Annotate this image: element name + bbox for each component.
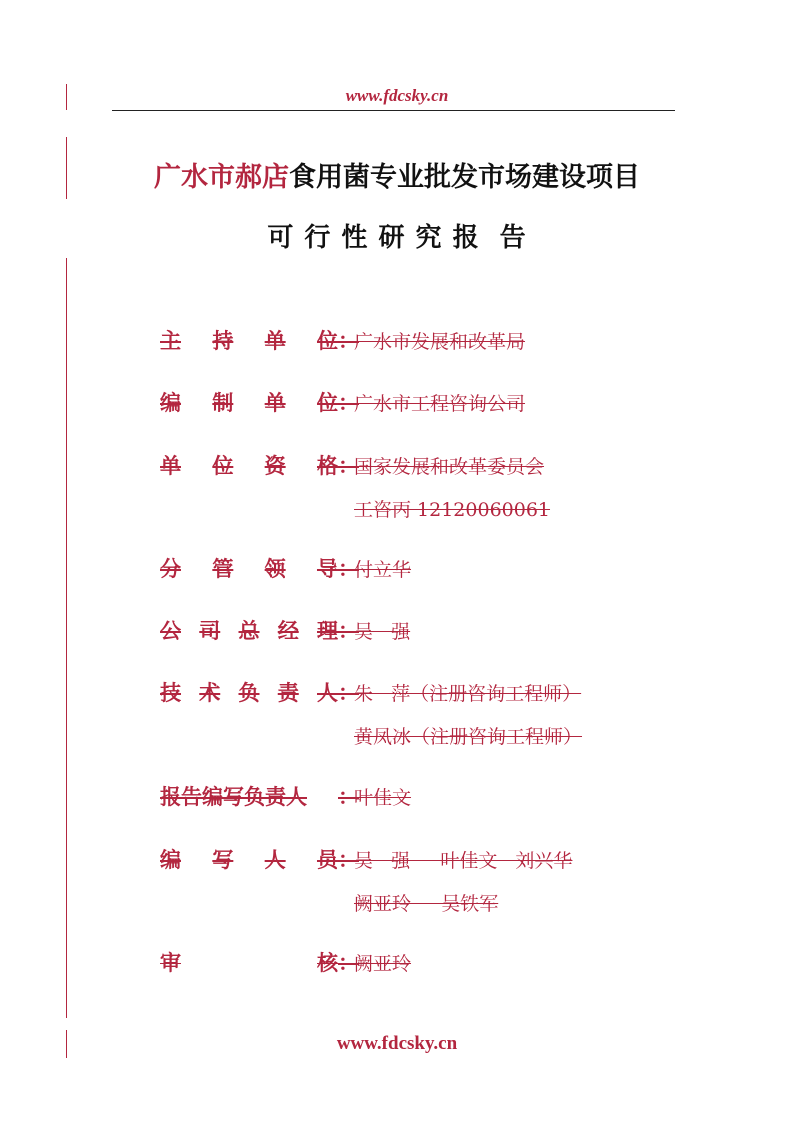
field-label-char: 术 <box>199 681 221 705</box>
field-label-char: 位 <box>212 454 234 478</box>
document-subtitle: 可 行 性 研 究 报 告 <box>267 223 527 253</box>
field-label-char: 负 <box>238 681 260 705</box>
header-url[interactable]: www.fdcsky.cn <box>345 86 449 105</box>
field-row <box>160 327 525 353</box>
field-colon: ： <box>338 329 359 353</box>
field-row <box>160 555 411 581</box>
field-label-char: 编 <box>160 848 181 872</box>
field-value-continued-row <box>354 722 582 748</box>
field-label-char: 审 <box>160 951 181 975</box>
footer-url[interactable]: www.fdcsky.cn <box>336 1033 458 1054</box>
margin-bar-main <box>66 258 67 1018</box>
field-label <box>160 387 338 417</box>
field-label-char: 责 <box>277 681 299 705</box>
field-label-char: 经 <box>277 619 299 643</box>
field-label-char: 位 <box>316 329 338 353</box>
field-value-continued-row <box>354 495 550 521</box>
field-row <box>160 617 410 643</box>
title-project: 食用菌专业批发市场建设项目 <box>289 162 640 193</box>
field-colon: ： <box>338 454 359 478</box>
field-label <box>160 677 338 707</box>
field-label-char: 持 <box>212 329 234 353</box>
field-row <box>160 949 411 975</box>
field-value-continued-row <box>354 889 498 915</box>
field-colon: ： <box>338 848 359 872</box>
field-label-char: 公 <box>160 619 181 643</box>
field-label-char: 单 <box>264 329 286 353</box>
field-colon: ： <box>338 951 359 975</box>
field-value: 广水市工程咨询公司 <box>354 392 526 415</box>
field-value: 国家发展和改革委员会 <box>354 455 545 478</box>
field-label-char: 司 <box>199 619 221 643</box>
field-label-char: 写 <box>212 848 234 872</box>
field-label-char: 领 <box>264 557 286 581</box>
field-value: 广水市发展和改革局 <box>354 330 526 353</box>
field-label <box>160 450 338 480</box>
field-label-char: 主 <box>160 329 181 353</box>
field-colon: ： <box>338 391 359 415</box>
field-row <box>160 783 411 809</box>
title-place: 广水市郝店 <box>154 162 289 193</box>
field-label-char: 位 <box>316 391 338 415</box>
field-label-char: 编 <box>160 391 181 415</box>
field-label <box>160 844 338 874</box>
field-label-char: 人 <box>264 848 286 872</box>
field-label <box>160 781 338 811</box>
field-colon: ： <box>338 785 359 809</box>
field-label-char: 制 <box>212 391 234 415</box>
field-label-char: 格 <box>316 454 338 478</box>
field-value: 朱 萍（注册咨询工程师） <box>354 682 582 705</box>
field-label-char: 导 <box>316 557 338 581</box>
field-label <box>160 615 338 645</box>
field-value: 吴 强 叶佳文 刘兴华 <box>354 849 573 872</box>
field-label-char: 技 <box>160 681 181 705</box>
field-label-char: 报告编写负责人 <box>160 785 307 809</box>
field-value: 叶佳文 <box>354 786 412 809</box>
document-title <box>0 155 794 194</box>
field-label <box>160 325 338 355</box>
field-label <box>160 947 338 977</box>
field-label-char: 管 <box>212 557 234 581</box>
field-label-char: 分 <box>160 557 181 581</box>
field-label-char: 理 <box>317 619 338 643</box>
field-row <box>160 846 572 872</box>
field-value: 付立华 <box>354 558 412 581</box>
field-label-char: 资 <box>264 454 286 478</box>
field-row <box>160 389 525 415</box>
field-colon: ： <box>338 681 359 705</box>
field-label-char: 单 <box>160 454 181 478</box>
field-row <box>160 679 581 705</box>
field-label-char: 总 <box>238 619 260 643</box>
field-colon: ： <box>338 619 359 643</box>
field-value: 阙亚玲 <box>354 952 412 975</box>
field-value-continued: 黄凤冰（注册咨询工程师） <box>354 725 583 748</box>
field-label-char: 单 <box>264 391 286 415</box>
field-row <box>160 452 544 478</box>
field-label <box>160 553 338 583</box>
field-colon: ： <box>338 557 359 581</box>
field-label-char: 员 <box>316 848 338 872</box>
field-value: 吴 强 <box>354 620 411 643</box>
field-value-continued: 阙亚玲 吴铁军 <box>354 892 499 915</box>
header-rule <box>112 110 675 111</box>
field-value-continued: 工咨丙 12120060061 <box>354 498 551 521</box>
field-label-char: 人 <box>317 681 338 705</box>
field-label-char: 核 <box>317 951 338 975</box>
